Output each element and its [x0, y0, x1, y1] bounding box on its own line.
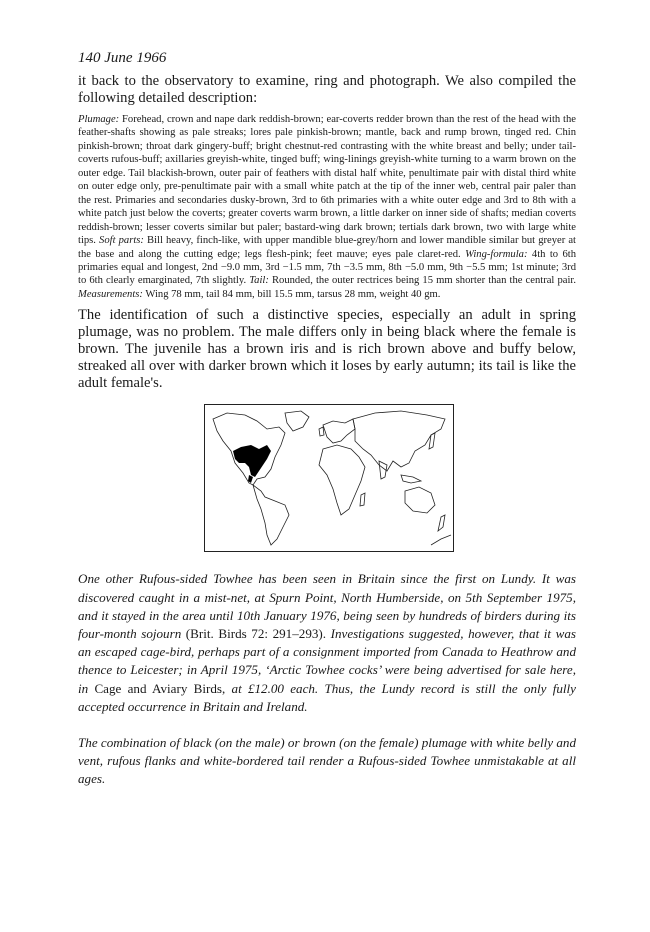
world-map-figure: [205, 405, 453, 551]
plate-caption: The combination of black (on the male) or brown (on the female) plumage with white belly and vent, rufous flanks and white-bordered tail render a Rufous-sided Towhee unmistakable at all ages.: [78, 734, 576, 787]
range-map: [204, 404, 454, 552]
caption-part3: at £12.00 each. Thus, the Lundy record is still the only fully accepted occurrence in Britain and Ireland.: [78, 680, 576, 714]
asia-outline: [353, 411, 445, 471]
plumage-label: Plumage:: [78, 114, 120, 125]
caption-magazine: Cage and Aviary Birds,: [94, 680, 226, 696]
identification-paragraph: The identification of such a distinctive species, especially an adult in spring plumage, was no problem. The male differs only in being black where the female is brown. The juvenile has a brown iris and is rich brown above and buffy below, streaked all over with darker brown which it loses by early autumn; its tail is like the adult female's.: [78, 307, 576, 392]
caption-part2: Investigations suggested, however, that it was an escaped cage-bird, perhaps part of a consignment imported from Canada to Heathrow and thence to Leicester; in April 1975, ‘Arctic Towhee cocks’ were being advertised for sale here, in: [78, 625, 576, 696]
intro-paragraph: it back to the observatory to examine, ring and photograph. We also compiled the following detailed description:: [78, 73, 576, 106]
india-outline: [379, 461, 387, 479]
page: [78, 50, 576, 789]
madagascar-outline: [360, 493, 365, 506]
measurements-label: Measurements:: [78, 288, 143, 300]
antarctica-outline: [431, 535, 451, 545]
wing-formula-text: 4th to 6th primaries equal and longest, 2nd −9.0 mm, 3rd −1.5 mm, 7th −3.5 mm, 8th −5.0 mm, 9th −5.5 mm; 1st minute; 3rd to 6th clearly emarginated, 7th slightly.: [78, 248, 576, 287]
tail-label: Tail:: [249, 275, 269, 287]
tail-text: Rounded, the outer rectrices being 15 mm shorter than the central pair.: [268, 275, 576, 287]
africa-outline: [319, 445, 365, 515]
new-zealand-outline: [438, 515, 445, 531]
greenland-outline: [285, 411, 309, 431]
running-head: 140 June 1966: [78, 50, 167, 66]
photo-caption: [78, 570, 576, 716]
plumage-description: [78, 113, 576, 301]
caption-citation: (Brit. Birds 72: 291–293).: [185, 625, 327, 641]
europe-outline: [323, 419, 355, 443]
soft-parts-label: Soft parts:: [99, 235, 144, 247]
indonesia-outline: [401, 475, 421, 483]
south-america-outline: [253, 485, 289, 545]
towhee-range-south: [248, 475, 253, 483]
japan-outline: [429, 433, 435, 449]
caption-part1: One other Rufous-sided Towhee has been seen in Britain since the first on Lundy. It was discovered caught in a mist-net, at Spurn Point, North Humberside, on 5th September 1975, and it stayed in the area until 10th January 1976, being seen by hundreds of birders during its four-month sojourn: [78, 571, 576, 641]
measurements-text: Wing 78 mm, tail 84 mm, bill 15.5 mm, tarsus 28 mm, weight 40 gm.: [142, 288, 441, 300]
british-isles-outline: [319, 427, 324, 436]
australia-outline: [405, 487, 435, 513]
towhee-range-area: [233, 445, 271, 477]
wing-formula-label: Wing-formula:: [465, 248, 528, 260]
plumage-text: Forehead, crown and nape dark reddish-brown; ear-coverts redder brown than the rest of the head with the feather-shafts showing as pale streaks; lores pale pinkish-brown; mantle, back and rump brown, tinged red. Chin pinkish-brown; throat dark gingery-buff; bright chestnut-red contrasting with the white breast and belly; under tail-coverts rufous-buff; axillaries greyish-white, tinged buff; wing-linings greyish-white turning to a warm brown on the outer edge. Tail blackish-brown, outer pair of feathers with distal half white, penultimate pair with distal third white on outer edge only, pre-penultimate pair with a small white patch at the tip of the inner web, central pair paler than the rest. Primaries and secondaries dusky-brown, 3rd to 6th primaries with a white outer edge and 3rd to 8th with a white patch just below the coverts; greater coverts warm brown, a little darker on inner side of shafts; median coverts reddish-brown; lesser coverts similar but paler; bastard-wing dark brown; tertials dark brown, two with large white tips.: [78, 114, 576, 247]
soft-parts-text: Bill heavy, finch-like, with upper mandible blue-grey/horn and lower mandible similar but greyer at the base and along the cutting edge; legs flesh-pink; feet mauve; eyes pale claret-red.: [78, 235, 576, 260]
